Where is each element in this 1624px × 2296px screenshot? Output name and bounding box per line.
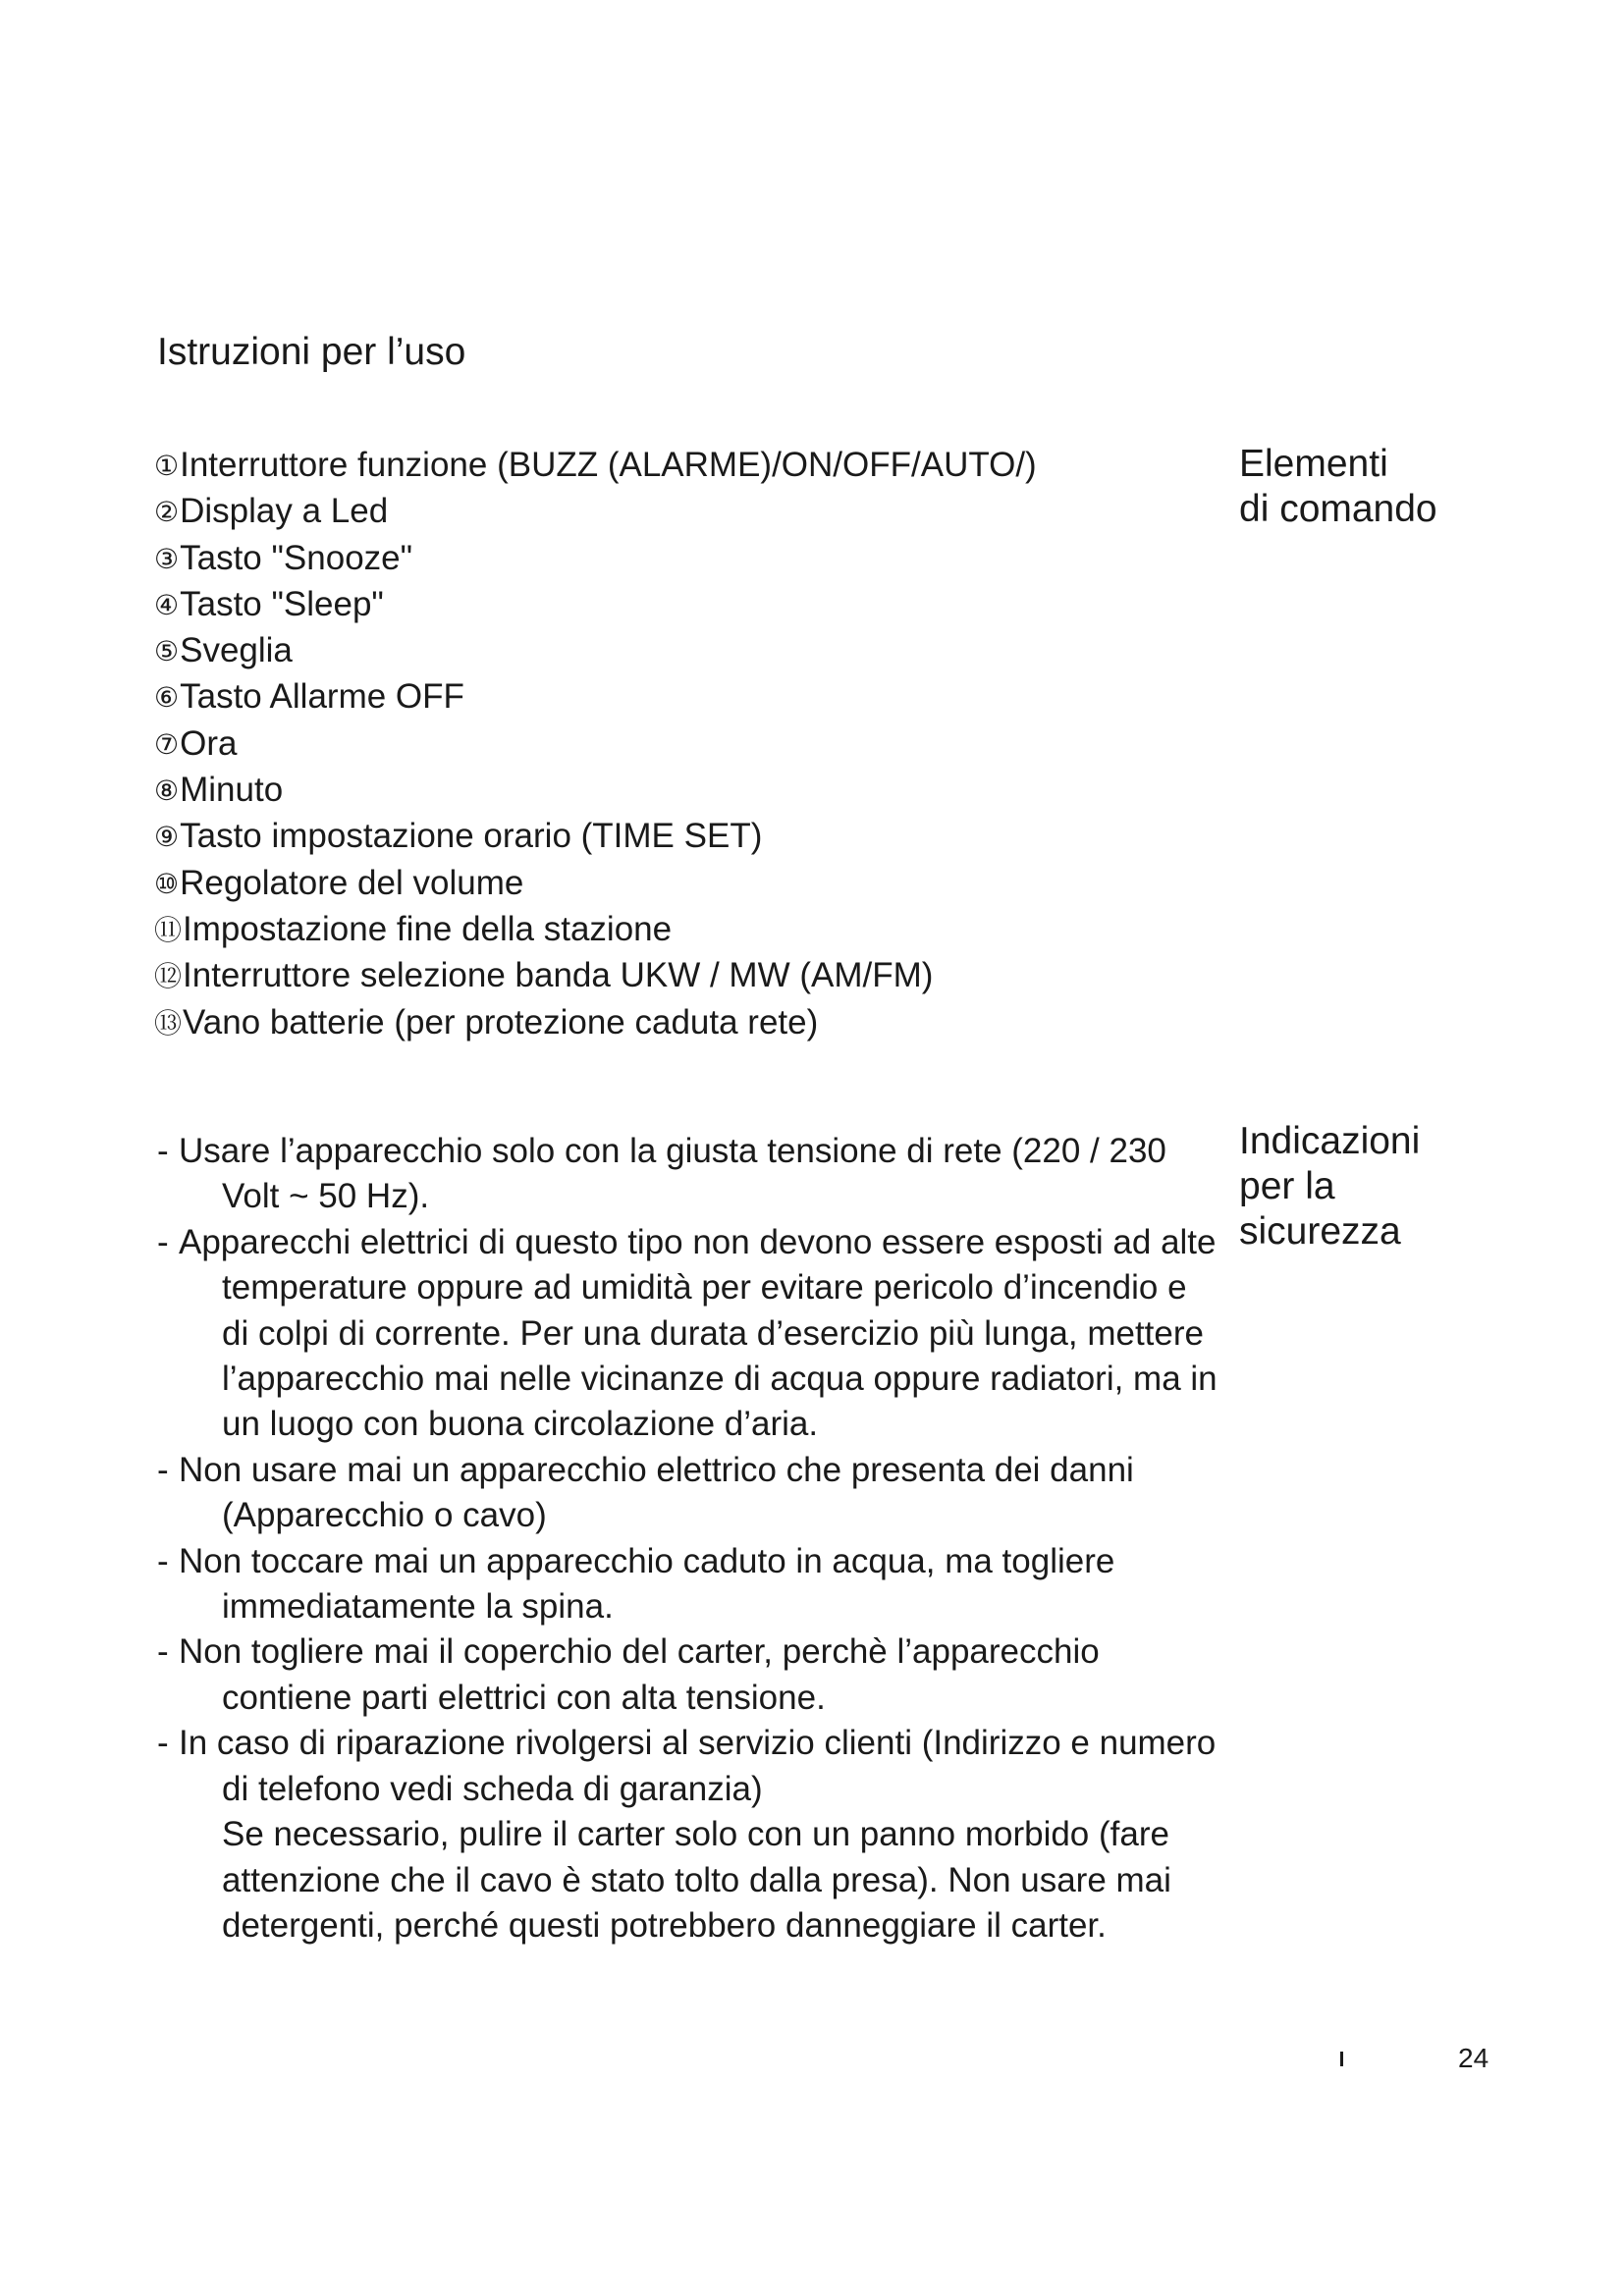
safety-item bbox=[157, 1220, 1218, 1448]
item-number: ⑬ bbox=[154, 1006, 183, 1040]
item-number: ⑩ bbox=[154, 867, 180, 900]
page-title: Istruzioni per l’uso bbox=[157, 331, 466, 374]
item-label: Ora bbox=[180, 723, 238, 763]
item-number: ⑦ bbox=[154, 727, 180, 761]
cleaning-note: Se necessario, pulire il carter solo con un panno morbido (fare attenzione che il cavo è stato tolto dalla presa). Non usare mai detergenti, perché questi potrebbero danneggiare il carter. bbox=[222, 1815, 1171, 1945]
control-item bbox=[154, 1000, 1185, 1046]
bullet-dash: - bbox=[157, 1541, 169, 1580]
control-item bbox=[154, 489, 1185, 535]
item-label: Vano batterie (per protezione caduta rete) bbox=[183, 1002, 819, 1041]
heading-line: di comando bbox=[1239, 488, 1437, 530]
bullet-dash: - bbox=[157, 1632, 169, 1672]
heading-line: sicurezza bbox=[1239, 1210, 1401, 1253]
control-item bbox=[154, 768, 1185, 814]
item-label: Tasto impostazione orario (TIME SET) bbox=[180, 817, 763, 856]
item-number: ② bbox=[154, 496, 180, 529]
item-label: Sveglia bbox=[180, 631, 293, 670]
item-label: Impostazione fine della stazione bbox=[183, 909, 673, 948]
language-marker bbox=[1340, 2052, 1343, 2066]
control-item bbox=[154, 814, 1185, 860]
heading-line: per la bbox=[1239, 1165, 1335, 1207]
bullet-dash: - bbox=[157, 1724, 169, 1763]
safety-item bbox=[157, 1629, 1218, 1721]
item-number: ③ bbox=[154, 542, 180, 575]
item-number: ⑪ bbox=[154, 913, 183, 946]
safety-section-heading bbox=[1239, 1119, 1420, 1255]
control-item bbox=[154, 953, 1185, 999]
item-number: ① bbox=[154, 450, 180, 482]
page-number: 24 bbox=[1458, 2043, 1489, 2073]
item-number: ⑫ bbox=[154, 960, 183, 993]
control-item bbox=[154, 628, 1185, 674]
safety-item bbox=[157, 1129, 1218, 1220]
safety-list bbox=[157, 1129, 1218, 1949]
controls-list bbox=[154, 443, 1185, 1046]
item-number: ⑨ bbox=[154, 821, 180, 854]
safety-text: In caso di riparazione rivolgersi al servizio clienti (Indirizzo e numero di telefono vedi scheda di garanzia) bbox=[179, 1724, 1217, 1808]
bullet-dash: - bbox=[157, 1222, 169, 1261]
item-label: Tasto Allarme OFF bbox=[180, 677, 464, 717]
item-label: Minuto bbox=[180, 771, 284, 810]
item-label: Interruttore funzione (BUZZ (ALARME)/ON/OFF/AUTO/) bbox=[180, 446, 1037, 484]
safety-item bbox=[157, 1721, 1218, 1949]
item-label: Tasto "Sleep" bbox=[180, 584, 384, 623]
control-item bbox=[154, 674, 1185, 721]
control-item bbox=[154, 861, 1185, 907]
item-number: ④ bbox=[154, 588, 180, 621]
control-item bbox=[154, 582, 1185, 628]
bullet-dash: - bbox=[157, 1450, 169, 1489]
bullet-dash: - bbox=[157, 1132, 169, 1170]
item-label: Regolatore del volume bbox=[180, 863, 524, 902]
control-item bbox=[154, 721, 1185, 768]
safety-item bbox=[157, 1539, 1218, 1630]
control-item bbox=[154, 443, 1185, 489]
control-item bbox=[154, 907, 1185, 953]
safety-text: Non togliere mai il coperchio del carter, perchè l’apparecchio contiene parti elettrici con alta tensione. bbox=[179, 1632, 1100, 1717]
heading-line: Indicazioni bbox=[1239, 1120, 1421, 1162]
item-label: Tasto "Snooze" bbox=[180, 538, 413, 577]
safety-text: Usare l’apparecchio solo con la giusta tensione di rete (220 / 230 Volt ~ 50 Hz). bbox=[179, 1132, 1166, 1216]
item-number: ⑧ bbox=[154, 774, 180, 808]
heading-line: Elementi bbox=[1239, 443, 1388, 485]
safety-text: Apparecchi elettrici di questo tipo non devono essere esposti ad alte temperature oppure ad umidità per evitare pericolo d’incendio e di colpi di corrente. Per una durata d’esercizio più lunga, mettere l’apparecchio mai nelle vicinanze di acqua oppure radiatori, ma in un luogo con buona circolazione d’aria. bbox=[179, 1222, 1218, 1444]
item-number: ⑤ bbox=[154, 635, 180, 668]
safety-text: Non toccare mai un apparecchio caduto in acqua, ma togliere immediatamente la spina. bbox=[179, 1541, 1115, 1627]
item-label: Display a Led bbox=[180, 492, 389, 531]
item-number: ⑥ bbox=[154, 681, 180, 715]
controls-section-heading bbox=[1239, 442, 1437, 532]
item-label: Interruttore selezione banda UKW / MW (AM/FM) bbox=[183, 956, 934, 995]
safety-item bbox=[157, 1448, 1218, 1539]
safety-text: Non usare mai un apparecchio elettrico che presenta dei danni (Apparecchio o cavo) bbox=[179, 1450, 1134, 1535]
control-item bbox=[154, 536, 1185, 582]
